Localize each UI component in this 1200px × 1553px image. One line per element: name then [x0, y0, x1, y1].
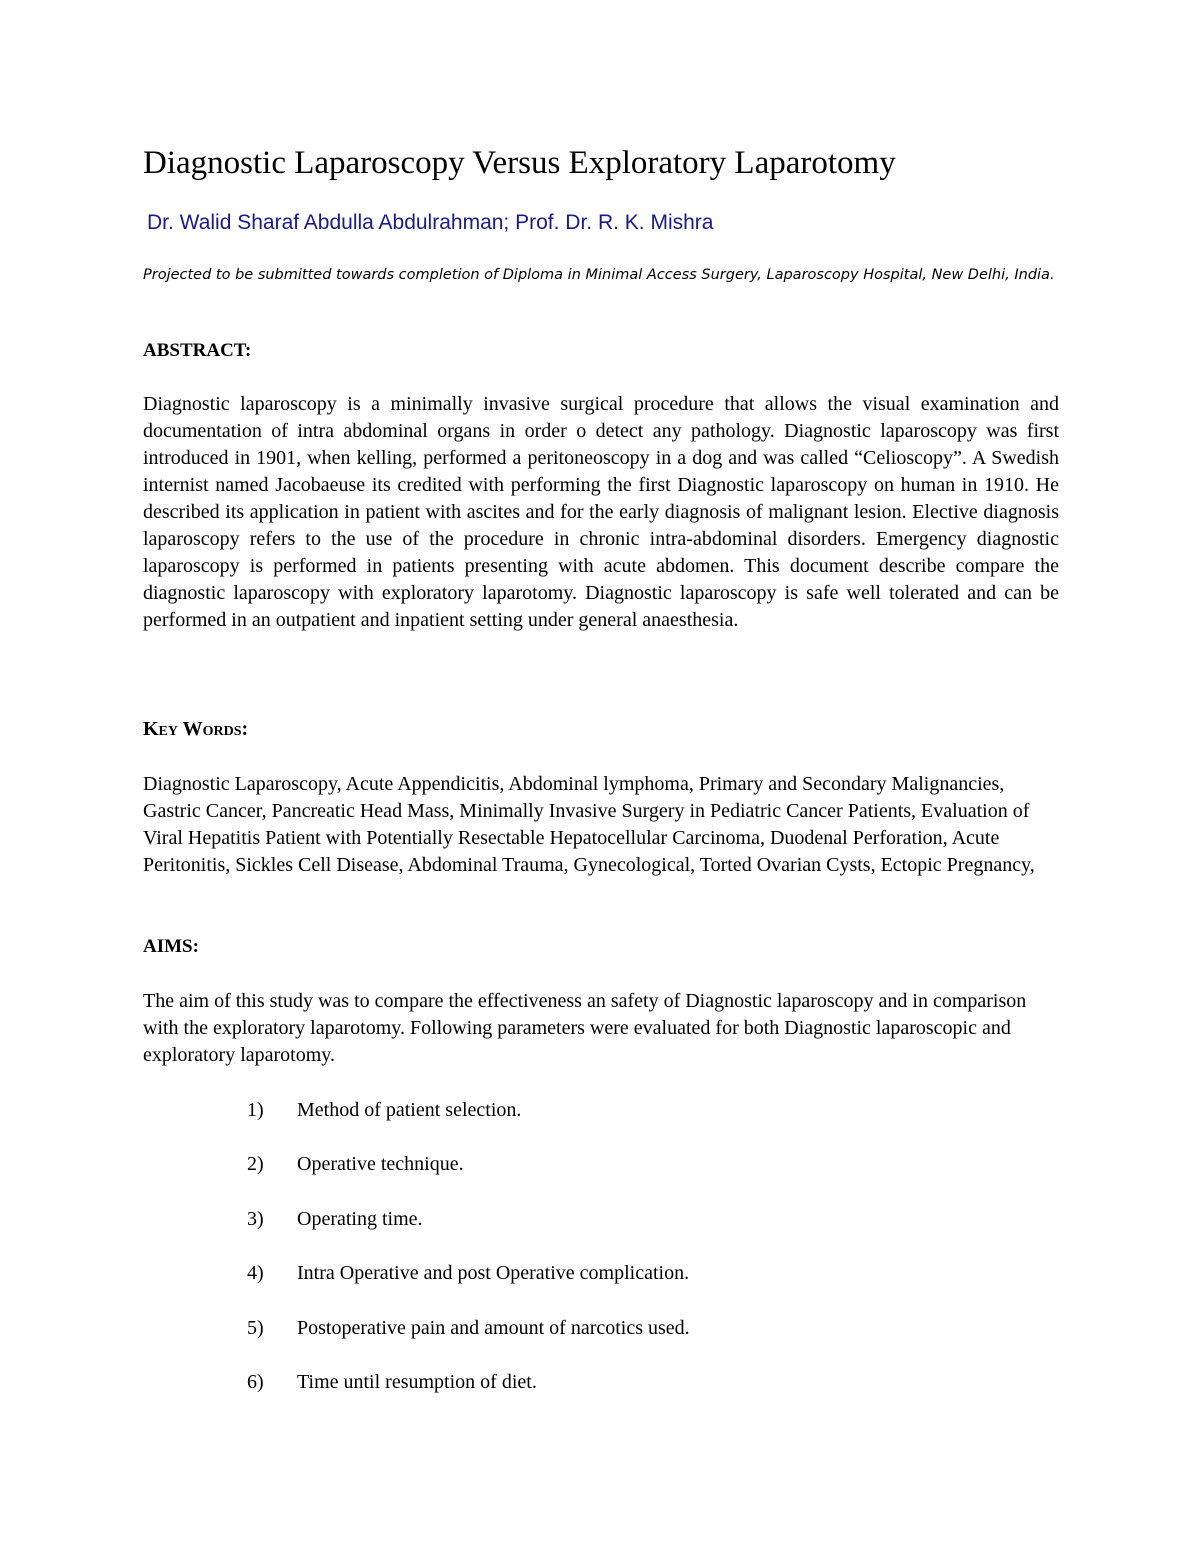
document-authors: Dr. Walid Sharaf Abdulla Abdulrahman; Prof. Dr. R. K. Mishra	[147, 211, 714, 234]
aims-heading: AIMS:	[143, 936, 199, 957]
keywords-text: Diagnostic Laparoscopy, Acute Appendicitis, Abdominal lymphoma, Primary and Secondary Malignancies, Gastric Cancer, Pancreatic Head Mass, Minimally Invasive Surgery in Pediatric Cancer Patients, Evaluation of Viral Hepatitis Patient with Potentially Resectable Hepatocellular Carcinoma, Duodenal Perforation, Acute Peritonitis, Sickles Cell Disease, Abdominal Trauma, Gynecological, Torted Ovarian Cysts, Ectopic Pregnancy,	[143, 773, 1035, 876]
list-item-number: 4)	[247, 1262, 264, 1285]
abstract-text: Diagnostic laparoscopy is a minimally invasive surgical procedure that allows the visual examination and documentation of intra abdominal organs in order o detect any pathology. Diagnostic laparoscopy was first introduced in 1901, when kelling, performed a peritoneoscopy in a dog and was called “Celioscopy”. A Swedish internist named Jacobaeuse its credited with performing the first Diagnostic laparoscopy on human in 1910. He described its application in patient with ascites and for the early diagnosis of malignant lesion. Elective diagnosis laparoscopy refers to the use of the procedure in chronic intra-abdominal disorders. Emergency diagnostic laparoscopy is performed in patients presenting with acute abdomen. This document describe compare the diagnostic laparoscopy with exploratory laparotomy. Diagnostic laparoscopy is safe well tolerated and can be performed in an outpatient and inpatient setting under general anaesthesia.	[143, 393, 1059, 631]
list-item-number: 3)	[247, 1207, 264, 1230]
aims-text: The aim of this study was to compare the effectiveness an safety of Diagnostic laparoscopy and in comparison with the exploratory laparotomy. Following parameters were evaluated for both Diagnostic laparoscopic and exploratory laparotomy.	[143, 990, 1027, 1066]
keywords-heading: Key Words:	[143, 718, 249, 740]
document-affiliation: Projected to be submitted towards completion of Diploma in Minimal Access Surgery, Laparoscopy Hospital, New Delhi, India.	[143, 267, 1055, 283]
abstract-heading: ABSTRACT:	[143, 340, 252, 361]
list-item-number: 1)	[247, 1099, 264, 1121]
list-item-text: Postoperative pain and amount of narcotics used.	[297, 1316, 690, 1339]
document-title: Diagnostic Laparoscopy Versus Exploratory Laparotomy	[143, 145, 896, 181]
list-item-number: 6)	[247, 1370, 264, 1393]
list-item-number: 2)	[247, 1153, 264, 1176]
list-item-text: Intra Operative and post Operative complication.	[297, 1262, 690, 1285]
list-item-text: Method of patient selection.	[297, 1099, 522, 1121]
list-item-text: Operating time.	[297, 1207, 423, 1230]
list-item-number: 5)	[247, 1316, 264, 1339]
list-item-text: Operative technique.	[297, 1153, 464, 1176]
list-item-text: Time until resumption of diet.	[297, 1370, 537, 1393]
